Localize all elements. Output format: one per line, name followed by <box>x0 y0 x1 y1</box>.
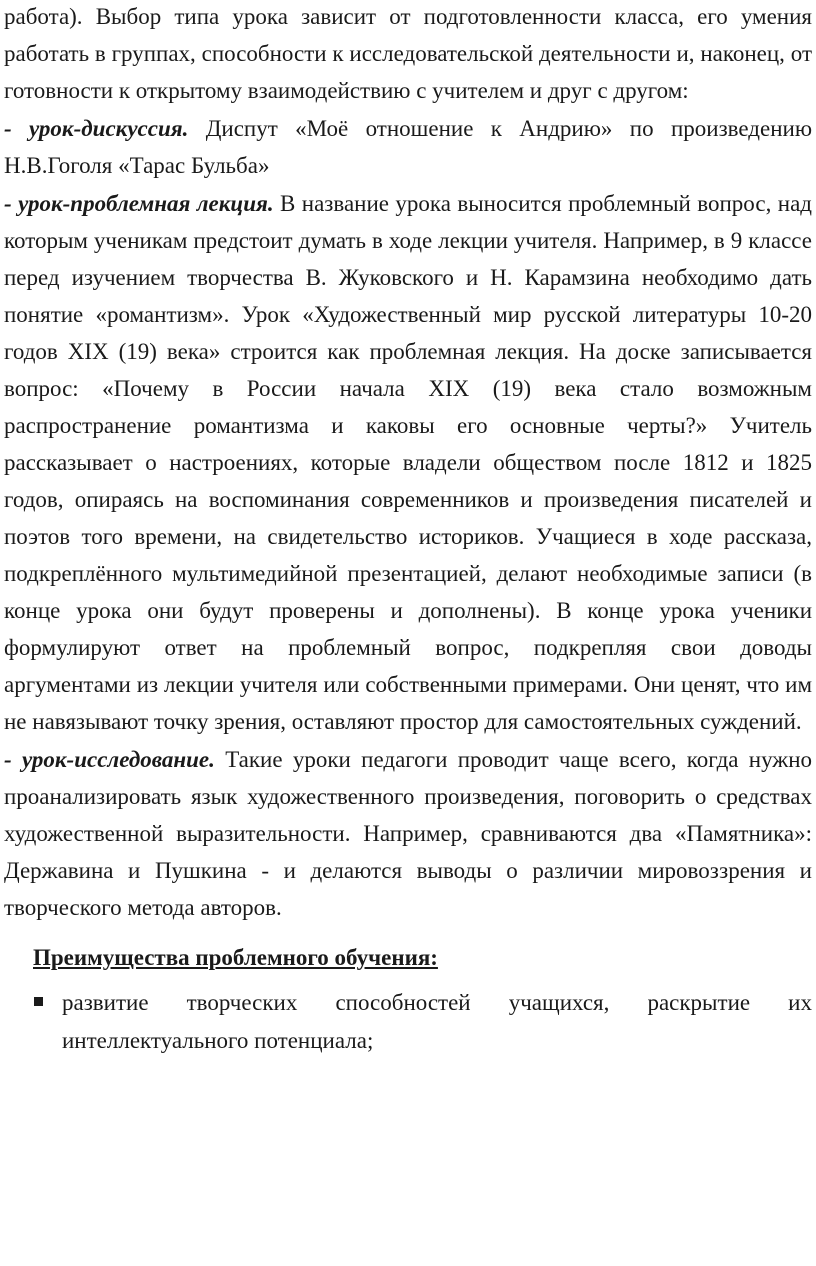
research-description: Такие уроки педагоги проводит чаще всего, когда нужно проанализировать язык художественного произведения, поговорить о средствах художественной выразительности. Например, сравниваются два «Памятника»: Державина и Пушкина - и делаются выводы о различии мировоззрения и творческого метода авторов. <box>4 747 812 920</box>
lecture-description: В название урока выносится проблемный вопрос, над которым ученикам предстоит думать в ходе лекции учителя. Например, в 9 классе перед изучением творчества В. Жуковского и Н. Карамзина необходимо дать понятие «романтизм». Урок «Художественный мир русской литературы 10-20 годов XIX (19) века» строится как проблемная лекция. На доске записывается вопрос: «Почему в России начала XIX (19) века стало возможным распространение романтизма и каковы его основные черты?» Учитель рассказывает о настроениях, которые владели обществом после 1812 и 1825 годов, опираясь на воспоминания современников и произведения писателей и поэтов того времени, на свидетельство историков. Учащиеся в ходе рассказа, подкреплённого мультимедийной презентацией, делают необходимые записи (в конце урока они будут проверены и дополнены). В конце урока ученики формулируют ответ на проблемный вопрос, подкрепляя свои доводы аргументами из лекции учителя или собственными примерами. Они ценят, что им не навязывают точку зрения, оставляют простор для самостоятельных суждений. <box>4 191 812 734</box>
paragraph-research <box>4 741 812 926</box>
lesson-type-lecture: - урок-проблемная лекция. <box>4 191 274 216</box>
advantages-list <box>4 984 812 1060</box>
paragraph-intro: работа). Выбор типа урока зависит от подготовленности класса, его умения работать в группах, способности к исследовательской деятельности и, наконец, от готовности к открытому взаимодействию с учителем и друг с другом: <box>4 4 812 103</box>
discussion-description: Диспут «Моё отношение к Андрию» по произведению Н.В.Гоголя «Тарас Бульба» <box>4 116 813 178</box>
paragraph-lecture <box>4 185 812 740</box>
advantages-heading: Преимущества проблемного обучения: <box>33 945 438 970</box>
lesson-type-research: - урок-исследование. <box>4 747 215 772</box>
list-item <box>4 984 812 1060</box>
list-item-text: развитие творческих способностей учащихся, раскрытие их интеллектуального потенциала; <box>62 990 812 1053</box>
lesson-type-discussion: - урок-дискуссия. <box>4 116 189 141</box>
square-bullet-icon <box>34 997 43 1006</box>
paragraph-discussion <box>4 110 812 184</box>
